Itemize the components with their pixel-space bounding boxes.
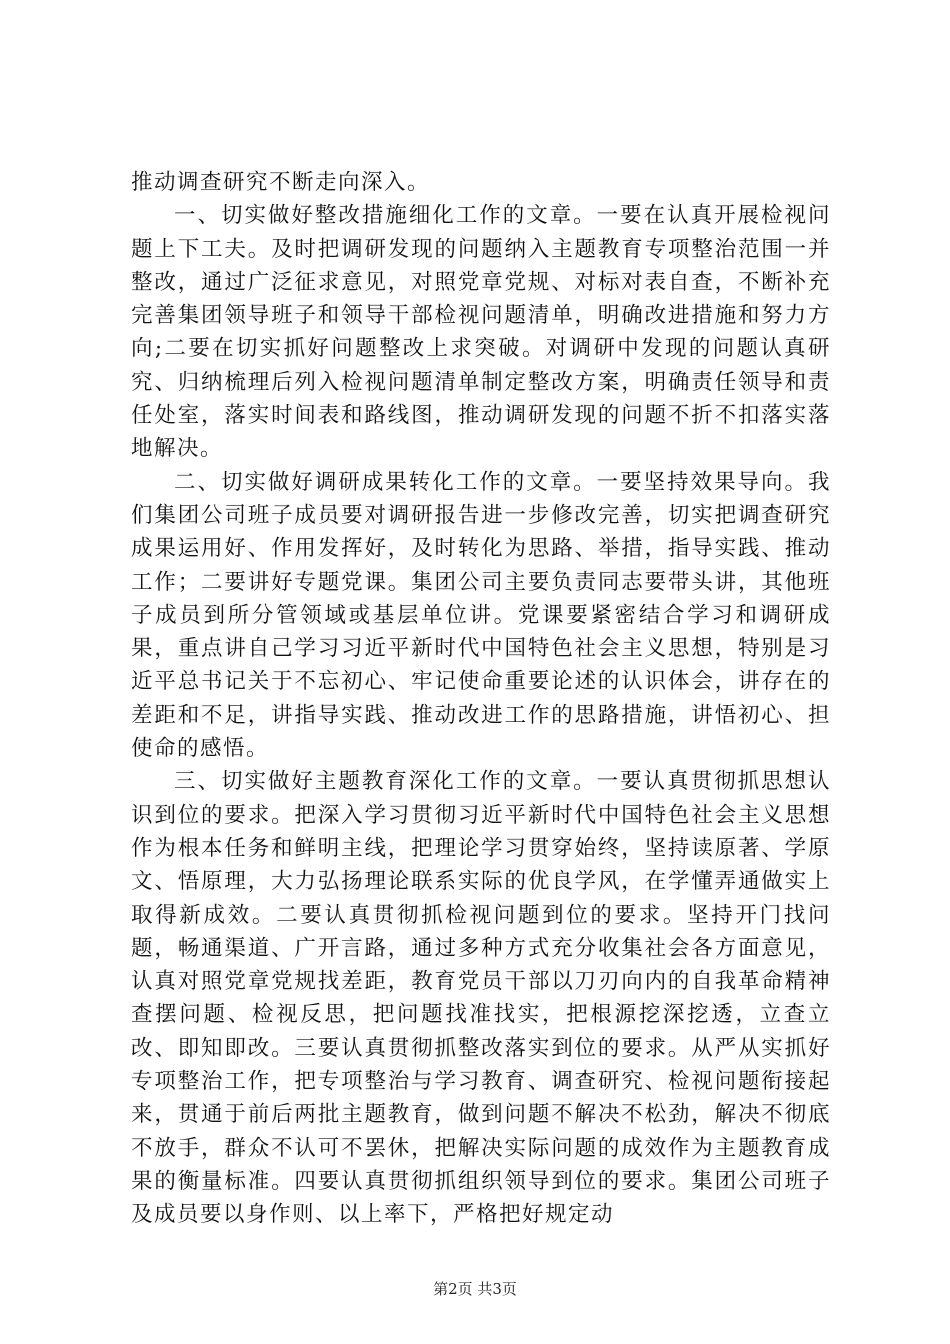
page-number-footer: 第2页 共3页	[433, 1280, 517, 1298]
document-body	[131, 166, 831, 1232]
paragraph-section-one: 一、切实做好整改措施细化工作的文章。一要在认真开展检视问题上下工夫。及时把调研发现的问题纳入主题教育专项整治范围一并整改，通过广泛征求意见，对照党章党规、对标对表自查，不断补充完善集团领导班子和领导干部检视问题清单，明确改进措施和努力方向;二要在切实抓好问题整改上求突破。对调研中发现的问题认真研究、归纳梳理后列入检视问题清单制定整改方案，明确责任领导和责任处室，落实时间表和路线图，推动调研发现的问题不折不扣落实落地解决。	[131, 203, 831, 462]
paragraph-section-three: 三、切实做好主题教育深化工作的文章。一要认真贯彻抓思想认识到位的要求。把深入学习贯彻习近平新时代中国特色社会主义思想作为根本任务和鲜明主线，把理论学习贯穿始终，坚持读原著、学原文、悟原理，大力弘扬理论联系实际的优良学风，在学懂弄通做实上取得新成效。二要认真贯彻抓检视问题到位的要求。坚持开门找问题，畅通渠道、广开言路，通过多种方式充分收集社会各方面意见，认真对照党章党规找差距，教育党员干部以刀刃向内的自我革命精神查摆问题、检视反思，把问题找准找实，把根源挖深挖透，立查立改、即知即改。三要认真贯彻抓整改落实到位的要求。从严从实抓好专项整治工作，把专项整治与学习教育、调查研究、检视问题衔接起来，贯通于前后两批主题教育，做到问题不解决不松劲，解决不彻底不放手，群众不认可不罢休，把解决实际问题的成效作为主题教育成果的衡量标准。四要认真贯彻抓组织领导到位的要求。集团公司班子及成员要以身作则、以上率下，严格把好规定动	[131, 769, 831, 1228]
paragraph-section-two: 二、切实做好调研成果转化工作的文章。一要坚持效果导向。我们集团公司班子成员要对调研报告进一步修改完善，切实把调查研究成果运用好、作用发挥好，及时转化为思路、举措，指导实践、推动工作；二要讲好专题党课。集团公司主要负责同志要带头讲，其他班子成员到所分管领域或基层单位讲。党课要紧密结合学习和调研成果，重点讲自己学习习近平新时代中国特色社会主义思想，特别是习近平总书记关于不忘初心、牢记使命重要论述的认识体会，讲存在的差距和不足，讲指导实践、推动改进工作的思路措施，讲悟初心、担使命的感悟。	[131, 469, 831, 762]
paragraph-continuation: 推动调查研究不断走向深入。	[131, 170, 431, 195]
